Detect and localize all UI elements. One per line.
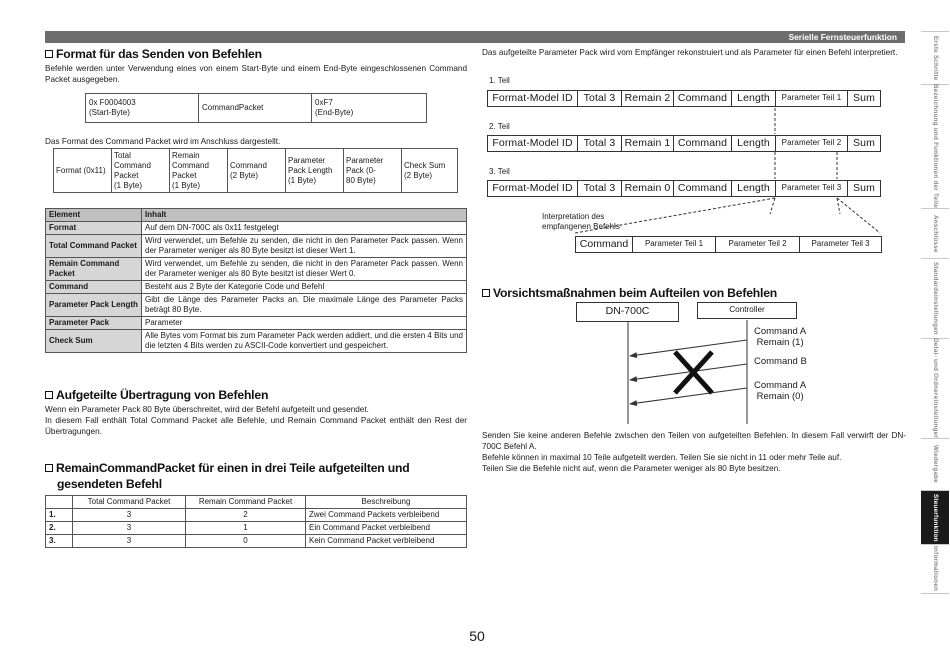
format-cell-pack-length: Parameter Pack Length (1 Byte) xyxy=(286,149,344,193)
packet-cell-remain: Remain 2 xyxy=(622,91,674,106)
format-cell-remain: Remain Command Packet (1 Byte) xyxy=(170,149,228,193)
element-table-header-element: Element xyxy=(46,209,142,222)
side-tab-bezeichnung[interactable]: Bezeichnung und Funktionen der Teile xyxy=(921,84,949,208)
split-transfer-text-2: In diesem Fall enthält Total Command Packet alle Befehle, und Remain Command Packet enthält den Rest der Übertragungen. xyxy=(45,416,467,437)
remain-header-description: Beschreibung xyxy=(306,496,467,509)
cross-mark-icon xyxy=(675,352,712,393)
element-value: Besteht aus 2 Byte der Kategorie Code und Befehl xyxy=(142,281,467,294)
reconstruct-intro-text: Das aufgeteilte Parameter Pack wird vom Empfänger rekonstruiert und als Parameter für einen Befehl interpretiert. xyxy=(482,48,898,57)
table-row xyxy=(46,330,467,353)
precaution-text-3: Teilen Sie die Befehle nicht auf, wenn die Parameter weniger als 80 Byte besitzen. xyxy=(482,464,781,473)
description: Zwei Command Packets verbleibend xyxy=(306,509,467,522)
precaution-text-1: Senden Sie keine anderen Befehle zwischen den Teilen von aufgeteilten Befehlen. In diesem Fall verwirft der DN-700C Befehl A. xyxy=(482,431,906,452)
element-table-header xyxy=(46,209,467,222)
element-key: Parameter Pack Length xyxy=(46,294,142,317)
table-row xyxy=(46,522,467,535)
packet-cell-length: Length xyxy=(732,181,776,196)
packet-cell-format: Format-Model ID xyxy=(488,91,578,106)
dn700c-box: DN-700C xyxy=(576,302,679,322)
precaution-text-2: Befehle können in maximal 10 Teile aufgeteilt werden. Teilen Sie sie nicht in 11 oder mehr Teile auf. xyxy=(482,453,842,462)
packet-cell-total: Total 3 xyxy=(578,91,622,106)
side-tab-informationen[interactable]: Informationen xyxy=(921,544,949,594)
row-number: 2. xyxy=(46,522,73,535)
frame-table xyxy=(85,93,427,123)
checkbox-bullet-icon xyxy=(482,289,490,297)
packet-cell-format: Format-Model ID xyxy=(488,181,578,196)
section-title-split-transfer: Aufgeteilte Übertragung von Befehlen xyxy=(45,388,268,404)
table-row xyxy=(46,222,467,235)
remain-header-remain: Remain Command Packet xyxy=(186,496,306,509)
checkbox-bullet-icon xyxy=(45,50,53,58)
packet-cell-command: Command xyxy=(674,181,732,196)
format-cell-total: Total Command Packet (1 Byte) xyxy=(112,149,170,193)
section-title-precautions: Vorsichtsmaßnahmen beim Aufteilen von Befehlen xyxy=(482,286,777,302)
remain-header-blank xyxy=(46,496,73,509)
total-value: 3 xyxy=(73,535,186,548)
side-tab-erste-schritte[interactable]: Erste Schritte xyxy=(921,31,949,84)
format-cell-format: Format (0x11) xyxy=(54,149,112,193)
part-1-label: 1. Teil xyxy=(489,76,510,85)
packet-cell-parameter: Parameter Teil 2 xyxy=(776,136,848,151)
table-row xyxy=(46,535,467,548)
part-3-label: 3. Teil xyxy=(489,167,510,176)
element-value: Wird verwendet, um Befehle zu senden, die nicht in den Parameter Pack passen. Wenn der Parameter weniger als 80 Byte besitzt ist dieser Wert 1. xyxy=(142,235,467,258)
checkbox-bullet-icon xyxy=(45,464,53,472)
row-number: 3. xyxy=(46,535,73,548)
packet-cell-length: Length xyxy=(732,91,776,106)
packet-cell-remain: Remain 0 xyxy=(622,181,674,196)
table-row xyxy=(46,235,467,258)
table-row xyxy=(46,509,467,522)
element-key: Command xyxy=(46,281,142,294)
format-cell-pack: Parameter Pack (0- 80 Byte) xyxy=(344,149,402,193)
interp-cell-param-3: Parameter Teil 3 xyxy=(811,239,870,249)
table-row xyxy=(46,294,467,317)
section-header-bar: Serielle Fernsteuerfunktion xyxy=(45,31,905,43)
element-table xyxy=(45,208,467,353)
interp-cell-param-1: Parameter Teil 1 xyxy=(633,237,716,252)
interp-cell-param-2: Parameter Teil 2 xyxy=(716,237,800,252)
remain-header-total: Total Command Packet xyxy=(73,496,186,509)
element-value: Alle Bytes vom Format bis zum Parameter Pack werden addiert, und die ersten 4 Bits und die letzten 4 Bits werden zu ASCII-Code konvertiert und gespeichert. xyxy=(142,330,467,353)
remain-packet-table xyxy=(45,495,467,548)
side-tab-steuerfunktion[interactable]: Steuerfunktion xyxy=(921,490,949,544)
description: Ein Command Packet verbleibend xyxy=(306,522,467,535)
part-2-label: 2. Teil xyxy=(489,122,510,131)
split-transfer-text-1: Wenn ein Parameter Pack 80 Byte überschreitet, wird der Befehl aufgeteilt und gesendet. xyxy=(45,405,369,414)
section-title-format: Format für das Senden von Befehlen xyxy=(45,47,262,63)
packet-cell-length: Length xyxy=(732,136,776,151)
interp-cell-command: Command xyxy=(576,237,633,252)
end-byte-cell: 0xF7 (End-Byte) xyxy=(312,94,427,123)
table-row xyxy=(46,258,467,281)
arrow-label-command-a-remain-0: Command A Remain (0) xyxy=(754,380,807,403)
element-key: Total Command Packet xyxy=(46,235,142,258)
element-value: Auf dem DN-700C als 0x11 festgelegt xyxy=(142,222,467,235)
element-key: Remain Command Packet xyxy=(46,258,142,281)
element-table-header-content: Inhalt xyxy=(142,209,467,222)
side-tab-standardeinstellungen[interactable]: Standardeinstellungen xyxy=(921,258,949,338)
packet-cell-sum: Sum xyxy=(853,136,875,149)
packet-cell-sum: Sum xyxy=(853,91,875,104)
packet-cell-parameter: Parameter Teil 1 xyxy=(776,91,848,106)
interpreted-command xyxy=(575,236,882,253)
element-key: Parameter Pack xyxy=(46,317,142,330)
section-title-remain-packet: RemainCommandPacket für einen in drei Teile aufgeteilten und gesendeten Befehl xyxy=(45,461,470,493)
remain-table-header xyxy=(46,496,467,509)
packet-cell-sum: Sum xyxy=(853,181,875,194)
row-number: 1. xyxy=(46,509,73,522)
arrow-label-command-b: Command B xyxy=(754,356,807,367)
packet-cell-command: Command xyxy=(674,136,732,151)
interpretation-label: Interpretation des empfangenen Befehls xyxy=(542,212,620,232)
page-number: 50 xyxy=(469,628,485,644)
sequence-diagram-arrows xyxy=(600,318,780,428)
packet-cell-parameter: Parameter Teil 3 xyxy=(776,181,848,196)
table-row xyxy=(46,317,467,330)
side-tab-detai-ordner[interactable]: Detai- und Ordnereinstellungen xyxy=(921,338,949,438)
packet-cell-command: Command xyxy=(674,91,732,106)
command-packet-cell: CommandPacket xyxy=(199,94,312,123)
format-cell-command: Command (2 Byte) xyxy=(228,149,286,193)
element-value: Wird verwendet, um Befehle zu senden, die nicht in den Parameter Pack passen. Wenn der Parameter weniger als 80 Byte besitzt ist dieser Wert 0. xyxy=(142,258,467,281)
packet-cell-total: Total 3 xyxy=(578,136,622,151)
format-table-intro: Das Format des Command Packet wird im Anschluss dargestellt. xyxy=(45,137,281,146)
element-key: Check Sum xyxy=(46,330,142,353)
packet-cell-remain: Remain 1 xyxy=(622,136,674,151)
packet-cell-total: Total 3 xyxy=(578,181,622,196)
description: Kein Command Packet verbleibend xyxy=(306,535,467,548)
controller-box: Controller xyxy=(697,302,797,319)
element-value: Gibt die Länge des Parameter Packs an. Die maximale Länge des Parameter Packs beträgt 80 Byte. xyxy=(142,294,467,317)
format-intro-text: Befehle werden unter Verwendung eines von einem Start-Byte und einem End-Byte eingeschlossenen Command Packet ausgegeben. xyxy=(45,64,467,85)
checkbox-bullet-icon xyxy=(45,391,53,399)
remain-value: 0 xyxy=(186,535,306,548)
remain-value: 2 xyxy=(186,509,306,522)
total-value: 3 xyxy=(73,509,186,522)
table-row xyxy=(46,281,467,294)
format-cell-checksum: Check Sum (2 Byte) xyxy=(402,149,458,193)
element-value: Parameter xyxy=(142,317,467,330)
side-tab-wiedergabe[interactable]: Wiedergabe xyxy=(921,438,949,490)
element-key: Format xyxy=(46,222,142,235)
packet-cell-format: Format-Model ID xyxy=(488,136,578,151)
total-value: 3 xyxy=(73,522,186,535)
command-packet-format-table xyxy=(53,148,458,193)
arrow-label-command-a-remain-1: Command A Remain (1) xyxy=(754,326,807,349)
remain-value: 1 xyxy=(186,522,306,535)
side-tab-anschluesse[interactable]: Anschlüsse xyxy=(921,208,949,258)
start-byte-cell: 0x F0004003 (Start-Byte) xyxy=(86,94,199,123)
